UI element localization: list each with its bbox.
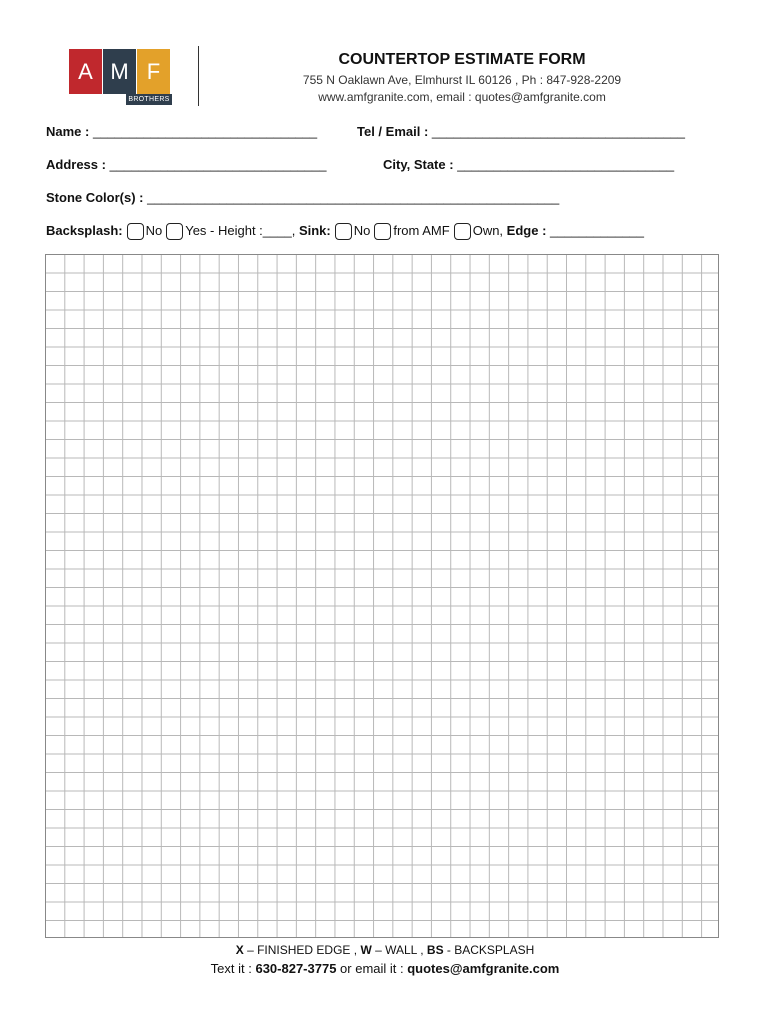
- sink-own-checkbox[interactable]: [454, 223, 471, 240]
- sink-no-label: No: [353, 223, 371, 238]
- city-state-label: City, State :: [383, 157, 454, 172]
- contact-line: [0, 961, 770, 976]
- legend-w-text: – WALL ,: [371, 943, 427, 957]
- name-row: [46, 124, 724, 139]
- edge-field[interactable]: _____________: [550, 223, 645, 238]
- legend-bs-text: - BACKSPLASH: [443, 943, 535, 957]
- legend-x-text: – FINISHED EDGE ,: [243, 943, 361, 957]
- logo-letter-m: M: [103, 49, 136, 94]
- legend-bs: BS: [426, 943, 444, 957]
- sketch-grid[interactable]: [45, 254, 719, 938]
- backsplash-yes-checkbox[interactable]: [166, 223, 183, 240]
- logo-subtitle: BROTHERS: [126, 94, 172, 105]
- backsplash-yes-label: Yes - Height :____,: [185, 223, 296, 238]
- city-state-field[interactable]: ______________________________: [457, 157, 675, 172]
- address-row: [46, 157, 724, 172]
- stone-color-field[interactable]: _________________________________________________________: [147, 190, 560, 205]
- logo-letter-a: A: [69, 49, 102, 94]
- sink-no-checkbox[interactable]: [335, 223, 352, 240]
- backsplash-label: Backsplash:: [46, 223, 123, 238]
- logo-letter-f: F: [137, 49, 170, 94]
- legend-w: W: [360, 943, 372, 957]
- form-title: COUNTERTOP ESTIMATE FORM: [338, 51, 586, 68]
- options-row: [46, 223, 724, 240]
- email-address: quotes@amfgranite.com: [407, 961, 560, 976]
- header-divider: [198, 46, 199, 106]
- legend-x: X: [235, 943, 244, 957]
- stone-color-label: Stone Color(s) :: [46, 190, 144, 205]
- address-label: Address :: [46, 157, 106, 172]
- backsplash-no-checkbox[interactable]: [127, 223, 144, 240]
- amf-brothers-logo: [68, 49, 172, 105]
- sink-label: Sink:: [298, 223, 331, 238]
- address-field[interactable]: ______________________________: [109, 157, 327, 172]
- stone-row: [46, 190, 724, 205]
- tel-email-field[interactable]: ___________________________________: [431, 124, 685, 139]
- sink-from-amf-checkbox[interactable]: [374, 223, 391, 240]
- name-label: Name :: [46, 124, 90, 139]
- email-prefix: or email it :: [336, 961, 408, 976]
- company-address: 755 N Oaklawn Ave, Elmhurst IL 60126 , Ph : 847-928-2209: [302, 73, 622, 87]
- phone-number: 630-827-3775: [255, 961, 337, 976]
- legend: [0, 943, 770, 957]
- backsplash-no-label: No: [145, 223, 163, 238]
- edge-label: Edge :: [506, 223, 547, 238]
- sink-from-amf-label: from AMF: [393, 223, 450, 238]
- company-web-email: www.amfgranite.com, email : quotes@amfgranite.com: [318, 90, 606, 104]
- sink-own-label: Own,: [472, 223, 504, 238]
- name-field[interactable]: _______________________________: [92, 124, 318, 139]
- text-prefix: Text it :: [210, 961, 256, 976]
- tel-email-label: Tel / Email :: [357, 124, 429, 139]
